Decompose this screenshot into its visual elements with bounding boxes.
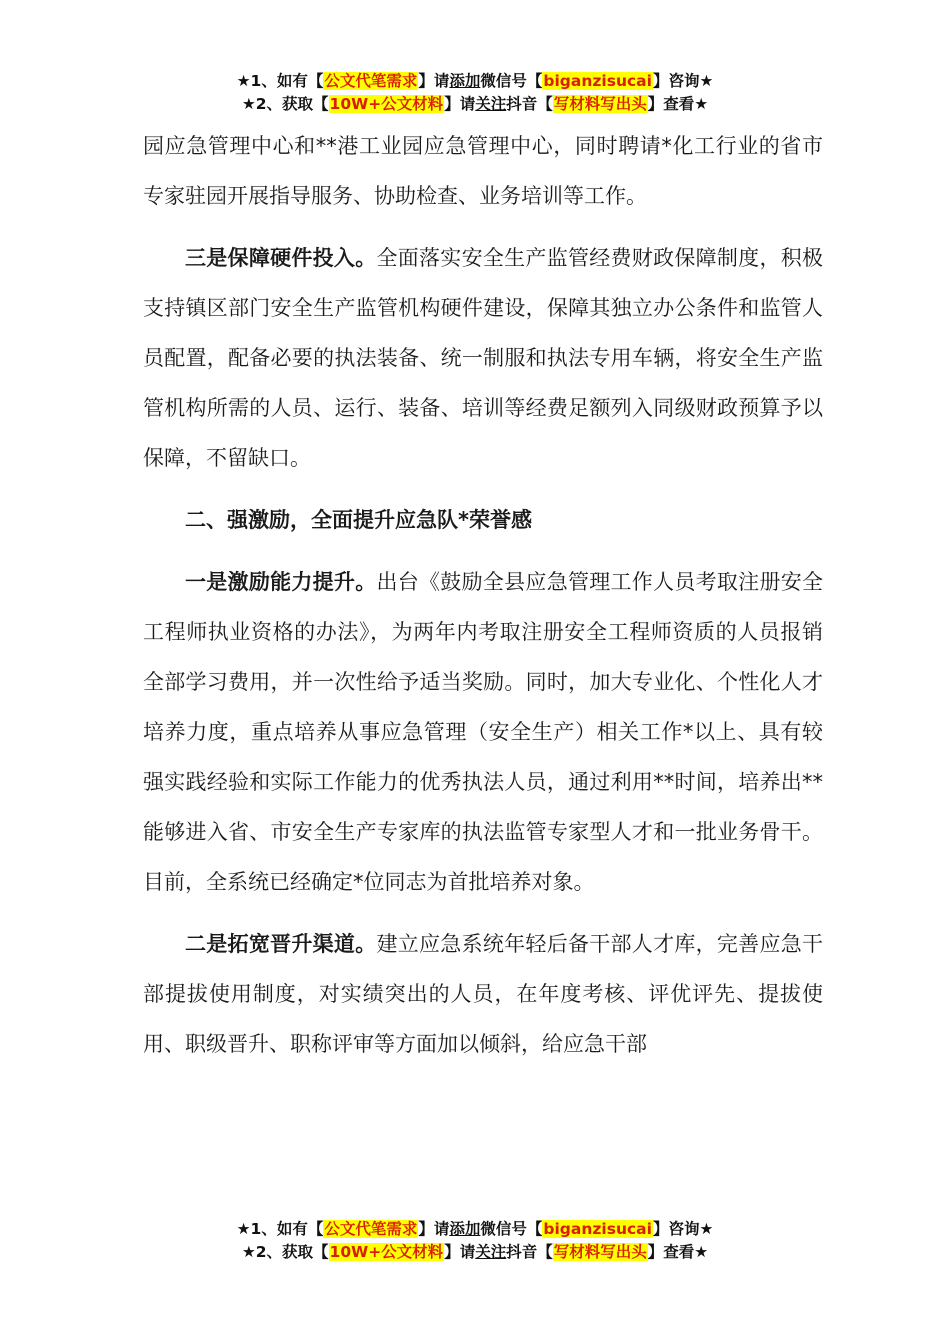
banner-highlight: 10W+公文材料 — [329, 95, 444, 113]
body-paragraph — [143, 919, 823, 1069]
body-paragraph: 园应急管理中心和**港工业园应急管理中心，同时聘请*化工行业的省市专家驻园开展指导服务、协助检查、业务培训等工作。 — [143, 134, 823, 208]
banner-text: ★2、获取【 — [241, 95, 329, 113]
banner-text: 】咨询★ — [652, 72, 714, 90]
banner-text: 】请 — [444, 95, 476, 113]
banner-text: 】咨询★ — [652, 1220, 714, 1238]
banner-text: 抖音【 — [506, 1243, 553, 1261]
paragraph-text: 全面落实安全生产监管经费财政保障制度，积极支持镇区部门安全生产监管机构硬件建设，保障其独立办公条件和监管人员配置，配备必要的执法装备、统一制服和执法专用车辆，将安全生产监管机构所需的人员、运行、装备、培训等经费足额列入同级财政预算予以保障，不留缺口。 — [143, 246, 823, 470]
body-paragraph — [143, 233, 823, 483]
banner-underlined-text: 添加 — [449, 1220, 481, 1238]
document-body — [143, 121, 823, 1069]
banner-text: 微信号【 — [480, 1220, 543, 1238]
footer-banner-line-1 — [0, 1218, 950, 1241]
banner-highlight: 写材料写出头 — [553, 95, 647, 113]
banner-text: ★1、如有【 — [236, 72, 324, 90]
header-banner — [0, 70, 950, 116]
banner-highlight: biganzisucai — [543, 1220, 652, 1238]
footer-banner — [0, 1218, 950, 1264]
paragraph-lead: 二是拓宽晋升渠道。 — [185, 932, 377, 956]
banner-text: ★2、获取【 — [241, 1243, 329, 1261]
banner-highlight: 公文代笔需求 — [324, 72, 418, 90]
banner-text: 】查看★ — [647, 1243, 709, 1261]
banner-underlined-text: 关注 — [475, 1243, 507, 1261]
banner-text: 】请 — [418, 72, 450, 90]
body-paragraph — [143, 557, 823, 907]
banner-text: ★1、如有【 — [236, 1220, 324, 1238]
paragraph-text: 出台《鼓励全县应急管理工作人员考取注册安全工程师执业资格的办法》，为两年内考取注册安全工程师资质的人员报销全部学习费用，并一次性给予适当奖励。同时，加大专业化、个性化人才培养力度，重点培养从事应急管理（安全生产）相关工作*以上、具有较强实践经验和实际工作能力的优秀执法人员，通过利用**时间，培养出**能够进入省、市安全生产专家库的执法监管专家型人才和一批业务骨干。目前，全系统已经确定*位同志为首批培养对象。 — [143, 570, 823, 894]
banner-highlight: 公文代笔需求 — [324, 1220, 418, 1238]
banner-highlight: 写材料写出头 — [553, 1243, 647, 1261]
banner-text: 】请 — [418, 1220, 450, 1238]
section-heading: 二、强激励，全面提升应急队*荣誉感 — [185, 508, 532, 532]
header-banner-line-2 — [0, 93, 950, 116]
paragraph-text: 建立应急系统年轻后备干部人才库，完善应急干部提拔使用制度，对实绩突出的人员，在年度考核、评优评先、提拔使用、职级晋升、职称评审等方面加以倾斜，给应急干部 — [143, 932, 823, 1056]
paragraph-lead: 一是激励能力提升。 — [185, 570, 377, 594]
banner-text: 】请 — [444, 1243, 476, 1261]
paragraph-lead: 三是保障硬件投入。 — [185, 246, 377, 270]
banner-highlight: biganzisucai — [543, 72, 652, 90]
banner-text: 微信号【 — [480, 72, 543, 90]
footer-banner-line-2 — [0, 1241, 950, 1264]
header-banner-line-1 — [0, 70, 950, 93]
banner-text: 】查看★ — [647, 95, 709, 113]
banner-underlined-text: 添加 — [449, 72, 481, 90]
banner-text: 抖音【 — [506, 95, 553, 113]
banner-underlined-text: 关注 — [475, 95, 507, 113]
banner-highlight: 10W+公文材料 — [329, 1243, 444, 1261]
